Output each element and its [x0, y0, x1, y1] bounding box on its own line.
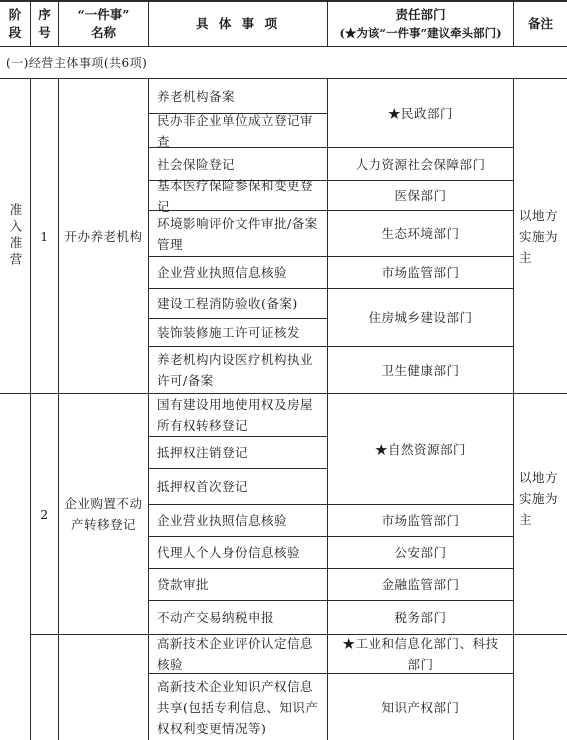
item-text: 高新技术企业知识产权信息共享(包括专利信息、知识产权权利变更情况等): [157, 678, 319, 736]
list-item: [149, 289, 327, 318]
list-item: [149, 211, 327, 256]
group1-remark: [514, 79, 567, 393]
list-item: [149, 601, 327, 634]
header-seq-label: 序号: [38, 7, 51, 40]
list-item: [149, 79, 327, 113]
section-title: [6, 47, 567, 78]
group2-seq-value: 2: [40, 506, 49, 522]
item-text: 不动产交易纳税申报: [157, 610, 275, 625]
item-text: 养老机构内设医疗机构执业许可/备案: [157, 352, 314, 388]
list-item: [149, 469, 327, 504]
item-text: 建设工程消防验收(备案): [157, 296, 298, 311]
item-text: 抵押权注销登记: [157, 445, 249, 460]
group2-name: [59, 394, 148, 634]
group1-name-text: 开办养老机构: [64, 228, 143, 244]
list-item: [149, 347, 327, 393]
item-text: 环境影响评价文件审批/备案管理: [157, 215, 318, 252]
dept-cell: [328, 79, 513, 147]
dept-cell: [328, 569, 513, 600]
header-items: [149, 2, 327, 46]
dept-text: 公安部门: [394, 545, 447, 560]
list-item: [149, 394, 327, 436]
stage-cell: [0, 79, 30, 393]
item-text: 民办非企业单位成立登记审查: [157, 112, 314, 149]
header-dept-line2: (★为该“一件事”建议牵头部门): [339, 26, 502, 40]
group2-remark: [514, 394, 567, 602]
header-stage: [0, 2, 30, 46]
dept-cell: [328, 148, 513, 180]
list-item: [149, 177, 327, 214]
group1-name: [59, 79, 148, 393]
dept-text: 医保部门: [394, 188, 447, 203]
dept-text: 金融监管部门: [381, 577, 460, 592]
list-item: [149, 319, 327, 346]
dept-cell: [328, 211, 513, 256]
dept-text: 市场监管部门: [381, 265, 460, 280]
item-text: 代理人个人身份信息核验: [157, 545, 301, 560]
dept-text: 卫生健康部门: [381, 362, 460, 378]
list-item: [149, 674, 327, 740]
group2-name-text: 企业购置不动产转移登记: [64, 496, 143, 532]
header-seq: [31, 2, 58, 46]
group2-seq: [31, 394, 58, 634]
list-item: [149, 257, 327, 288]
group1-seq-value: 1: [40, 228, 49, 244]
header-name: [59, 2, 148, 46]
item-text: 社会保险登记: [157, 156, 236, 172]
header-remark-label: 备注: [527, 16, 553, 31]
header-stage-label: 阶段: [8, 7, 22, 40]
header-dept-line1: 责任部门: [395, 7, 446, 22]
item-text: 装饰装修施工许可证核发: [157, 325, 301, 340]
header-name-line1: “一件事”: [77, 7, 130, 22]
dept-cell: [328, 181, 513, 210]
list-item: [149, 505, 327, 536]
dept-cell: [328, 537, 513, 568]
stage-label: 准入准营: [8, 203, 23, 269]
dept-text: ★工业和信息化部门、科技部门: [342, 636, 499, 672]
dept-cell: [328, 289, 513, 346]
dept-cell: [328, 257, 513, 288]
group1-seq: [31, 79, 58, 393]
dept-text: 住房城乡建设部门: [368, 310, 473, 325]
group1-remark-text: 以地方实施为主: [519, 207, 559, 265]
item-text: 养老机构备案: [157, 88, 236, 104]
list-item: [149, 569, 327, 600]
dept-text: ★民政部门: [387, 105, 453, 121]
group2-remark-text: 以地方实施为主: [519, 469, 559, 527]
dept-cell: [328, 674, 513, 740]
dept-text: 生态环境部门: [381, 226, 460, 241]
item-text: 企业营业执照信息核验: [157, 265, 288, 280]
header-name-line2: 名称: [90, 25, 116, 40]
item-text: 抵押权首次登记: [157, 479, 249, 494]
item-text: 企业营业执照信息核验: [157, 513, 288, 528]
dept-cell: [328, 394, 513, 504]
dept-cell: [328, 635, 513, 673]
dept-text: 市场监管部门: [381, 513, 460, 528]
dept-cell: [328, 347, 513, 393]
header-remark: [514, 2, 567, 46]
list-item: [149, 114, 327, 147]
list-item: [149, 537, 327, 568]
dept-cell: [328, 601, 513, 634]
header-items-label: 具 体 事 项: [195, 16, 281, 31]
dept-cell: [328, 505, 513, 536]
list-item: [149, 635, 327, 673]
item-text: 基本医疗保险参保和变更登记: [157, 177, 314, 214]
header-dept: [328, 2, 513, 46]
dept-text: 人力资源社会保障部门: [355, 156, 486, 172]
dept-text: 知识产权部门: [381, 699, 460, 715]
list-item: [149, 437, 327, 468]
item-text: 高新技术企业评价认定信息核验: [157, 636, 314, 672]
item-text: 国有建设用地使用权及房屋所有权转移登记: [157, 397, 314, 433]
section-title-text: (一)经营主体事项(共6项): [6, 56, 148, 70]
dept-text: 税务部门: [394, 610, 447, 625]
dept-text: ★自然资源部门: [374, 441, 466, 457]
item-text: 贷款审批: [157, 577, 210, 592]
